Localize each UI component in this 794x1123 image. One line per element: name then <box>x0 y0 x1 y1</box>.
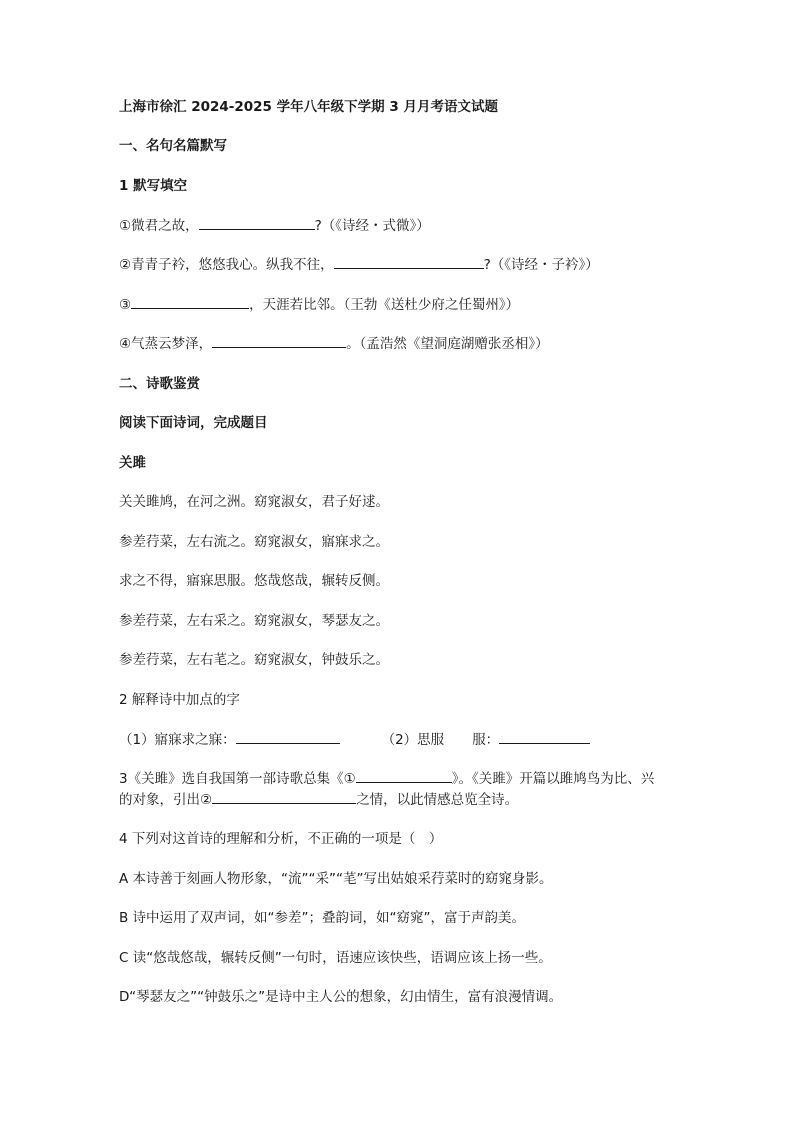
question-4-title: 4 下列对这首诗的理解和分析，不正确的一项是（ ） <box>119 831 443 847</box>
answer-blank[interactable] <box>334 256 484 269</box>
q2-parts <box>119 731 590 749</box>
answer-blank[interactable] <box>356 770 452 783</box>
q1-item-1-post: ?（《诗经・式微》） <box>314 218 430 234</box>
q4-option-a: A 本诗善于刻画人物形象，“流”“采”“芼”写出姑娘采荇菜时的窈窕身影。 <box>119 871 553 887</box>
q1-item-2 <box>119 256 599 274</box>
q1-item-1 <box>119 217 430 235</box>
poem-title: 关雎 <box>119 455 146 471</box>
poem-line: 关关雎鸠，在河之洲。窈窕淑女，君子好逑。 <box>119 494 389 510</box>
q1-item-3-post: ，天涯若比邻。（王勃《送杜少府之任蜀州》） <box>249 297 520 313</box>
answer-blank[interactable] <box>212 335 346 348</box>
answer-blank[interactable] <box>499 731 590 744</box>
section-heading-1: 一、名句名篇默写 <box>119 138 227 154</box>
q1-item-3 <box>119 296 519 314</box>
q4-option-d: D“琴瑟友之”“钟鼓乐之”是诗中主人公的想象，幻由情生，富有浪漫情调。 <box>119 989 563 1005</box>
answer-blank[interactable] <box>199 217 315 230</box>
poem-line: 参差荇菜，左右芼之。窈窕淑女，钟鼓乐之。 <box>119 652 389 668</box>
q3-line-2 <box>119 791 518 809</box>
q3-line-2-post: 之情，以此情感总览全诗。 <box>356 792 519 808</box>
question-2-title: 2 解释诗中加点的字 <box>119 692 240 708</box>
q3-line-1-pre: 3《关雎》选自我国第一部诗歌总集《① <box>119 771 356 787</box>
q4-option-b: B 诗中运用了双声词，如“参差”；叠韵词，如“窈窕”，富于声韵美。 <box>119 910 526 926</box>
q1-item-1-pre: ①微君之故， <box>119 218 199 234</box>
q2-part-1-label: （1）寤寐求之寐： <box>119 732 236 748</box>
poem-line: 参差荇菜，左右流之。窈窕淑女，寤寐求之。 <box>119 534 389 550</box>
question-1-title: 1 默写填空 <box>119 178 188 194</box>
q4-option-c: C 读“悠哉悠哉，辗转反侧”一句时，语速应该快些，语调应该上扬一些。 <box>119 950 552 966</box>
answer-blank[interactable] <box>212 791 356 804</box>
poem-line: 参差荇菜，左右采之。窈窕淑女，琴瑟友之。 <box>119 613 389 629</box>
q2-part-2-label: （2）思服 <box>381 732 445 748</box>
q1-item-4 <box>119 335 549 353</box>
q2-part-2-char: 服： <box>472 732 500 748</box>
q3-line-1 <box>119 770 654 788</box>
answer-blank[interactable] <box>131 296 249 309</box>
reading-instruction: 阅读下面诗词，完成题目 <box>119 415 268 431</box>
q1-item-4-post: 。（孟浩然《望洞庭湖赠张丞相》） <box>346 336 549 352</box>
document-title: 上海市徐汇 2024-2025 学年八年级下学期 3 月月考语文试题 <box>119 99 498 115</box>
q1-item-3-pre: ③ <box>119 297 132 313</box>
q1-item-2-post: ?（《诗经・子衿》） <box>483 257 599 273</box>
answer-blank[interactable] <box>236 731 340 744</box>
q1-item-2-pre: ②青青子衿，悠悠我心。纵我不往， <box>119 257 334 273</box>
q3-line-1-post: 》。《关雎》开篇以雎鸠鸟为比、兴 <box>451 771 655 787</box>
section-heading-2: 二、诗歌鉴赏 <box>119 376 200 392</box>
q1-item-4-pre: ④气蒸云梦泽， <box>119 336 213 352</box>
q3-line-2-pre: 的对象，引出② <box>119 792 213 808</box>
poem-line: 求之不得，寤寐思服。悠哉悠哉，辗转反侧。 <box>119 573 389 589</box>
